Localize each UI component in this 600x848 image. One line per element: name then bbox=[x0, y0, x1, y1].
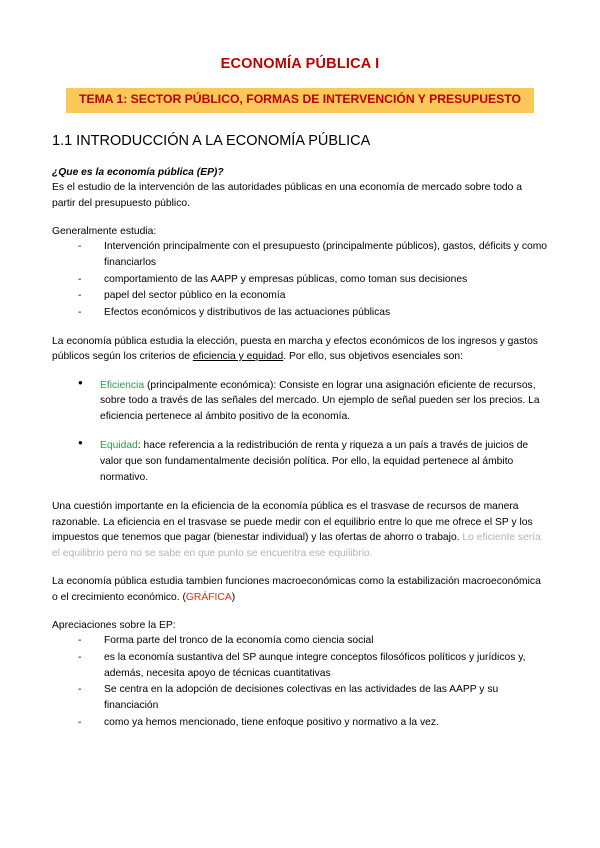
list-estudia bbox=[52, 239, 548, 320]
paragraph-objetivos bbox=[52, 334, 548, 365]
macro-text-post: ) bbox=[231, 591, 236, 603]
paragraph-intro: Es el estudio de la intervención de las autoridades públicas en una economía de mercado sobre todo a partir del presupuesto público. bbox=[52, 182, 522, 209]
paragraph-generalmente-estudia: Generalmente estudia: bbox=[52, 226, 157, 237]
term-equidad-description: : hace referencia a la redistribución de renta y riqueza a un país a través de juicios de valor que son fundamentalmente decisión política. Por ello, la equidad pertenece al ámbito normativo. bbox=[100, 440, 529, 483]
macro-text-pre: La economía pública estudia tambien funciones macroeconómicas como la estabilización macroeconómica o el crecimiento económico. ( bbox=[52, 576, 541, 603]
list-item: - como ya hemos mencionado, tiene enfoque positivo y normativo a la vez. bbox=[78, 715, 548, 731]
list-item: - Intervención principalmente con el presupuesto (principalmente públicos), gastos, déficits y como financiarlos bbox=[78, 239, 548, 270]
paragraph-cuestion-importante bbox=[52, 499, 548, 561]
subheading-que-es-ep: ¿Que es la economía pública (EP)? bbox=[52, 166, 224, 178]
list-item: - es la economía sustantiva del SP aunque integre conceptos filosóficos políticos y jurídicos y, además, necesita apoyo de técnicas cuantitativas bbox=[78, 650, 548, 681]
section-heading: 1.1 INTRODUCCIÓN A LA ECONOMÍA PÚBLICA bbox=[52, 132, 371, 149]
term-eficiencia: Eficiencia bbox=[100, 379, 145, 391]
list-item: - comportamiento de las AAPP y empresas públicas, como toman sus decisiones bbox=[78, 272, 548, 288]
chapter-banner: TEMA 1: SECTOR PÚBLICO, FORMAS DE INTERVENCIÓN Y PRESUPUESTO bbox=[66, 88, 534, 113]
list-item: - Se centra en la adopción de decisiones colectivas en las actividades de las AAPP y su financiación bbox=[78, 682, 548, 713]
paragraph-apreciaciones: Apreciaciones sobre la EP: bbox=[52, 619, 176, 631]
list-item bbox=[78, 438, 548, 485]
list-item: - Forma parte del tronco de la economía como ciencia social bbox=[78, 633, 548, 649]
list-item: - Efectos económicos y distributivos de las actuaciones públicas bbox=[78, 305, 548, 321]
macro-grafica-note: GRÁFICA bbox=[185, 591, 232, 603]
paragraph-macro bbox=[52, 574, 548, 605]
objetivos-text-post: . Por ello, sus objetivos esenciales son: bbox=[283, 351, 463, 363]
list-item bbox=[78, 378, 548, 425]
cuestion-text: Una cuestión importante en la eficiencia de la economía pública es el trasvase de recursos de manera razonable. La eficiencia en el trasvase se puede medir con el equilibrio entre lo que me ofrece el SP y los impuestos que tenemos que pagar (bienestar individual) y las ofertas de ahorro o trabajo. bbox=[52, 501, 533, 544]
objetivos-text-pre: La economía pública estudia la elección, puesta en marcha y efectos económicos de los ingresos y gastos públicos según los criterios de bbox=[52, 335, 538, 363]
term-equidad: Equidad bbox=[100, 440, 138, 452]
list-item: - papel del sector público en la economía bbox=[78, 288, 548, 304]
list-objetivos bbox=[52, 378, 548, 486]
cuestion-text-greyed: Lo eficiente sería el equilibrio pero no se sabe en que punto se encuentra ese equilibrio. bbox=[52, 532, 541, 559]
objetivos-underlined-terms: eficiencia y equidad bbox=[192, 351, 284, 363]
document-title: ECONOMÍA PÚBLICA I bbox=[220, 56, 380, 72]
list-apreciaciones bbox=[52, 633, 548, 730]
term-eficiencia-description: (principalmente económica): Consiste en lograr una asignación eficiente de recursos, sobre todo a través de las señales del mercado. Un ejemplo de señal pueden ser los precios. La eficiencia pertenece al ámbito positivo de la economía. bbox=[100, 379, 540, 422]
